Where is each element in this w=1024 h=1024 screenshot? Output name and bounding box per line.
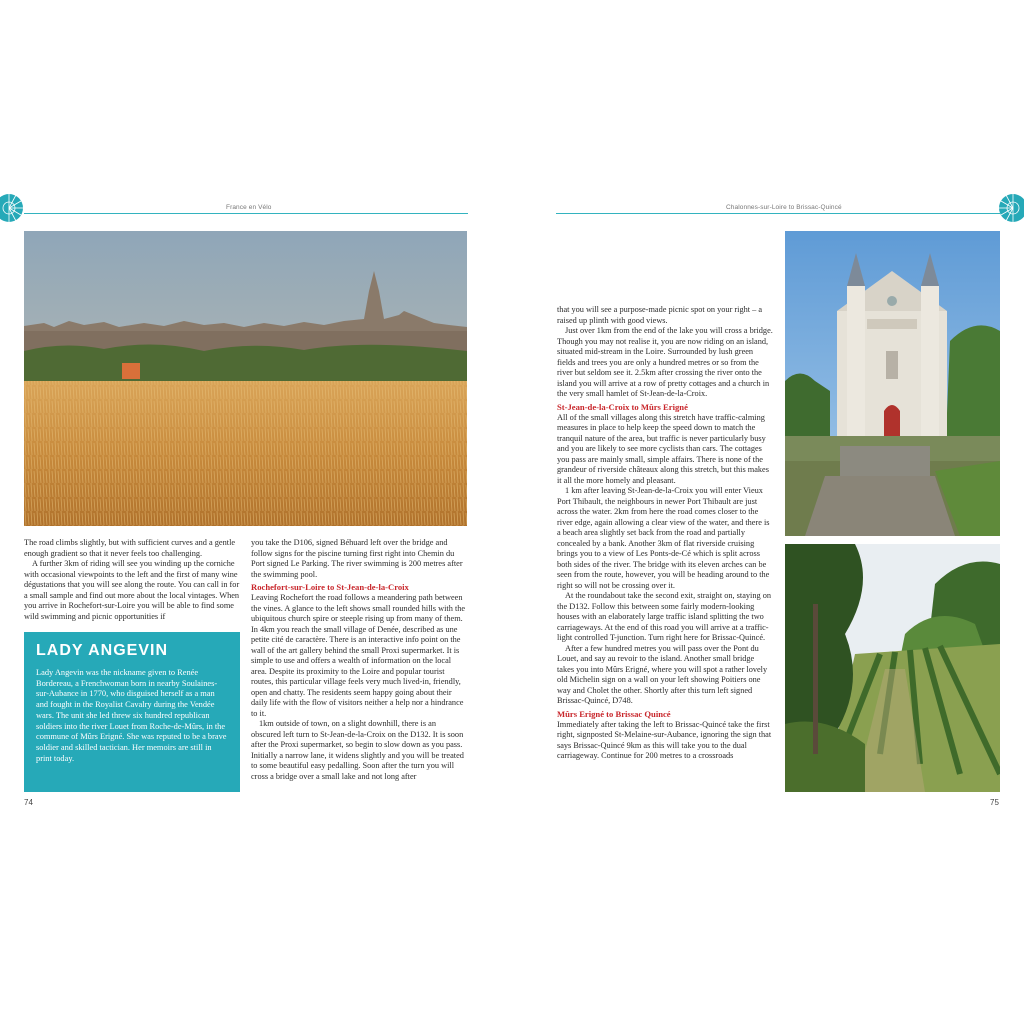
section-heading: Rochefort-sur-Loire to St-Jean-de-la-Croix — [251, 582, 409, 592]
sunburst-icon — [0, 193, 24, 223]
left-column-2 — [251, 538, 467, 782]
sidebar-body: Lady Angevin was the nickname given to Renée Bordereau, a Frenchwoman born in nearby Soulaines-sur-Aubance in 1770, who disguised herself as a man and fought in the Royalist Cavalry during the Vendée wars. The unit she led threw six hundred republican soldiers into the river Louet from Roche-de-Mûrs, in the commune of Mûrs Erigné. She was reputed to be a brave soldier and skilled tactician. Her memoirs are still in print today. — [36, 668, 227, 763]
sidebar-title: LADY ANGEVIN — [36, 642, 169, 659]
page-number-right: 75 — [990, 798, 999, 807]
wheat-field-photo — [24, 231, 467, 526]
paragraph: Immediately after taking the left to Brissac-Quincé take the first right, signposted St-Melaine-sur-Aubance, ignoring the sign that says Brissac-Quincé 9km as this will take you to the dual carriageway. Continue for 200 metres to a crossroads — [557, 719, 772, 760]
paragraph: After a few hundred metres you will pass over the Pont du Louet, and say au revoir to the island. Another small bridge takes you into Mûrs Erigné, where you will spot a rather lovely old Michelin sign on a wall on your left showing Poitiers one way and Cholet the other. Shortly after this turn left signed Brissac-Quincé, D748. — [557, 643, 768, 705]
right-column — [557, 305, 773, 762]
vineyard-photo — [785, 544, 1000, 792]
sidebar-lady-angevin — [24, 632, 240, 792]
section-heading: St-Jean-de-la-Croix to Mûrs Erigné — [557, 401, 688, 412]
chapel-photo — [785, 231, 1000, 536]
paragraph: Leaving Rochefort the road follows a meandering path between the vines. A glance to the left shows small rounded hills with the ubiquitous church spire or steeple rising up from many of them. In 4km you reach the small village of Denée, described as une petite cité de caractère. There is an interactive info point on the wall of the art gallery behind the small Proxi supermarket. It is simple to use and offers a wealth of information on the local area. Despite its proximity to the Loire and popular tourist routes, this particular village feels very much lived-in, friendly, open and chatty. The residents seem happy going about their daily life with the flow of visitors neither a help nor a hindrance to it. — [251, 593, 466, 718]
paragraph: 1 km after leaving St-Jean-de-la-Croix you will enter Vieux Port Thibault, the neighbours in newer Port Thibault are just across the water. 2km from here the road comes closer to the river edge, again allowing a clear view of the water, and there is a beach area slightly set back from the road and partially concealed by a bank. Another 3km of flat riverside cruising brings you to a view of Les Ponts-de-Cé which is split across both sides of the river. The bridge with its eleven arches can be seen from the route, however, you will be heading around to the right so will not be crossing over it. — [557, 486, 770, 590]
paragraph: Just over 1km from the end of the lake you will cross a bridge. Though you may not realise it, you are now riding on an island, situated mid-stream in the Loire. Surrounded by lush green fields and trees you are only a hundred metres or so from the river but seldom see it. 2.5km after crossing the river onto the island you will arrive at a row of pretty cottages and a church in the very small hamlet of St-Jean-de-la-Croix. — [557, 326, 773, 398]
left-column-1 — [24, 538, 240, 622]
sunburst-icon — [998, 193, 1024, 223]
paragraph: 1km outside of town, on a slight downhill, there is an obscured left turn to St-Jean-de-la-Croix on the D132. It is soon after the Proxi supermarket, so begin to slow down as you pass. Initially a narrow lane, it widens slightly and you will be treated to some beautiful easy pedalling. Soon after the turn you will cross a bridge over a small lake and not long after — [251, 719, 464, 781]
paragraph: A further 3km of riding will see you winding up the corniche with occasional viewpoints to the left and the first of many wine dégustations that you will see along the route. You can call in for a small sample and find out more about the local vintages. When you arrive in Rochefort-sur-Loire you will be able to find some wild swimming and picnic opportunities if — [24, 559, 240, 621]
header-rule — [556, 213, 1000, 214]
section-heading: Mûrs Erigné to Brissac Quincé — [557, 708, 671, 719]
paragraph: The road climbs slightly, but with sufficient curves and a gentle enough gradient so that it never feels too challenging. — [24, 538, 236, 558]
running-head-right: Chalonnes-sur-Loire to Brissac-Quincé — [726, 204, 842, 211]
paragraph: All of the small villages along this stretch have traffic-calming measures in place to help keep the speed down to match the tranquil nature of the area, but traffic is never particularly busy and you are likely to see more cyclists than cars. The cottages you pass are mainly small, simple affairs. There is none of the grandeur of riverside châteaux along this stretch, but this makes it all the more homely and pleasant. — [557, 412, 769, 485]
paragraph: At the roundabout take the second exit, straight on, staying on the D132. Follow this between some fairly modern-looking houses with an elaborately large traffic island splitting the two carriageways. At the end of this road you will arrive at a traffic- light controlled T-junction. Turn right here for Brissac-Quincé. — [557, 591, 771, 642]
header-rule — [24, 213, 468, 214]
page-number-left: 74 — [24, 798, 33, 807]
paragraph: you take the D106, signed Béhuard left over the bridge and follow signs for the piscine turning first right into Chemin du Port signed Le Parking. The river swimming is 200 metres after the swimming pool. — [251, 538, 463, 579]
paragraph: that you will see a purpose-made picnic spot on your right – a raised up plinth with good views. — [557, 305, 763, 325]
running-head-left: France en Vélo — [226, 204, 272, 211]
